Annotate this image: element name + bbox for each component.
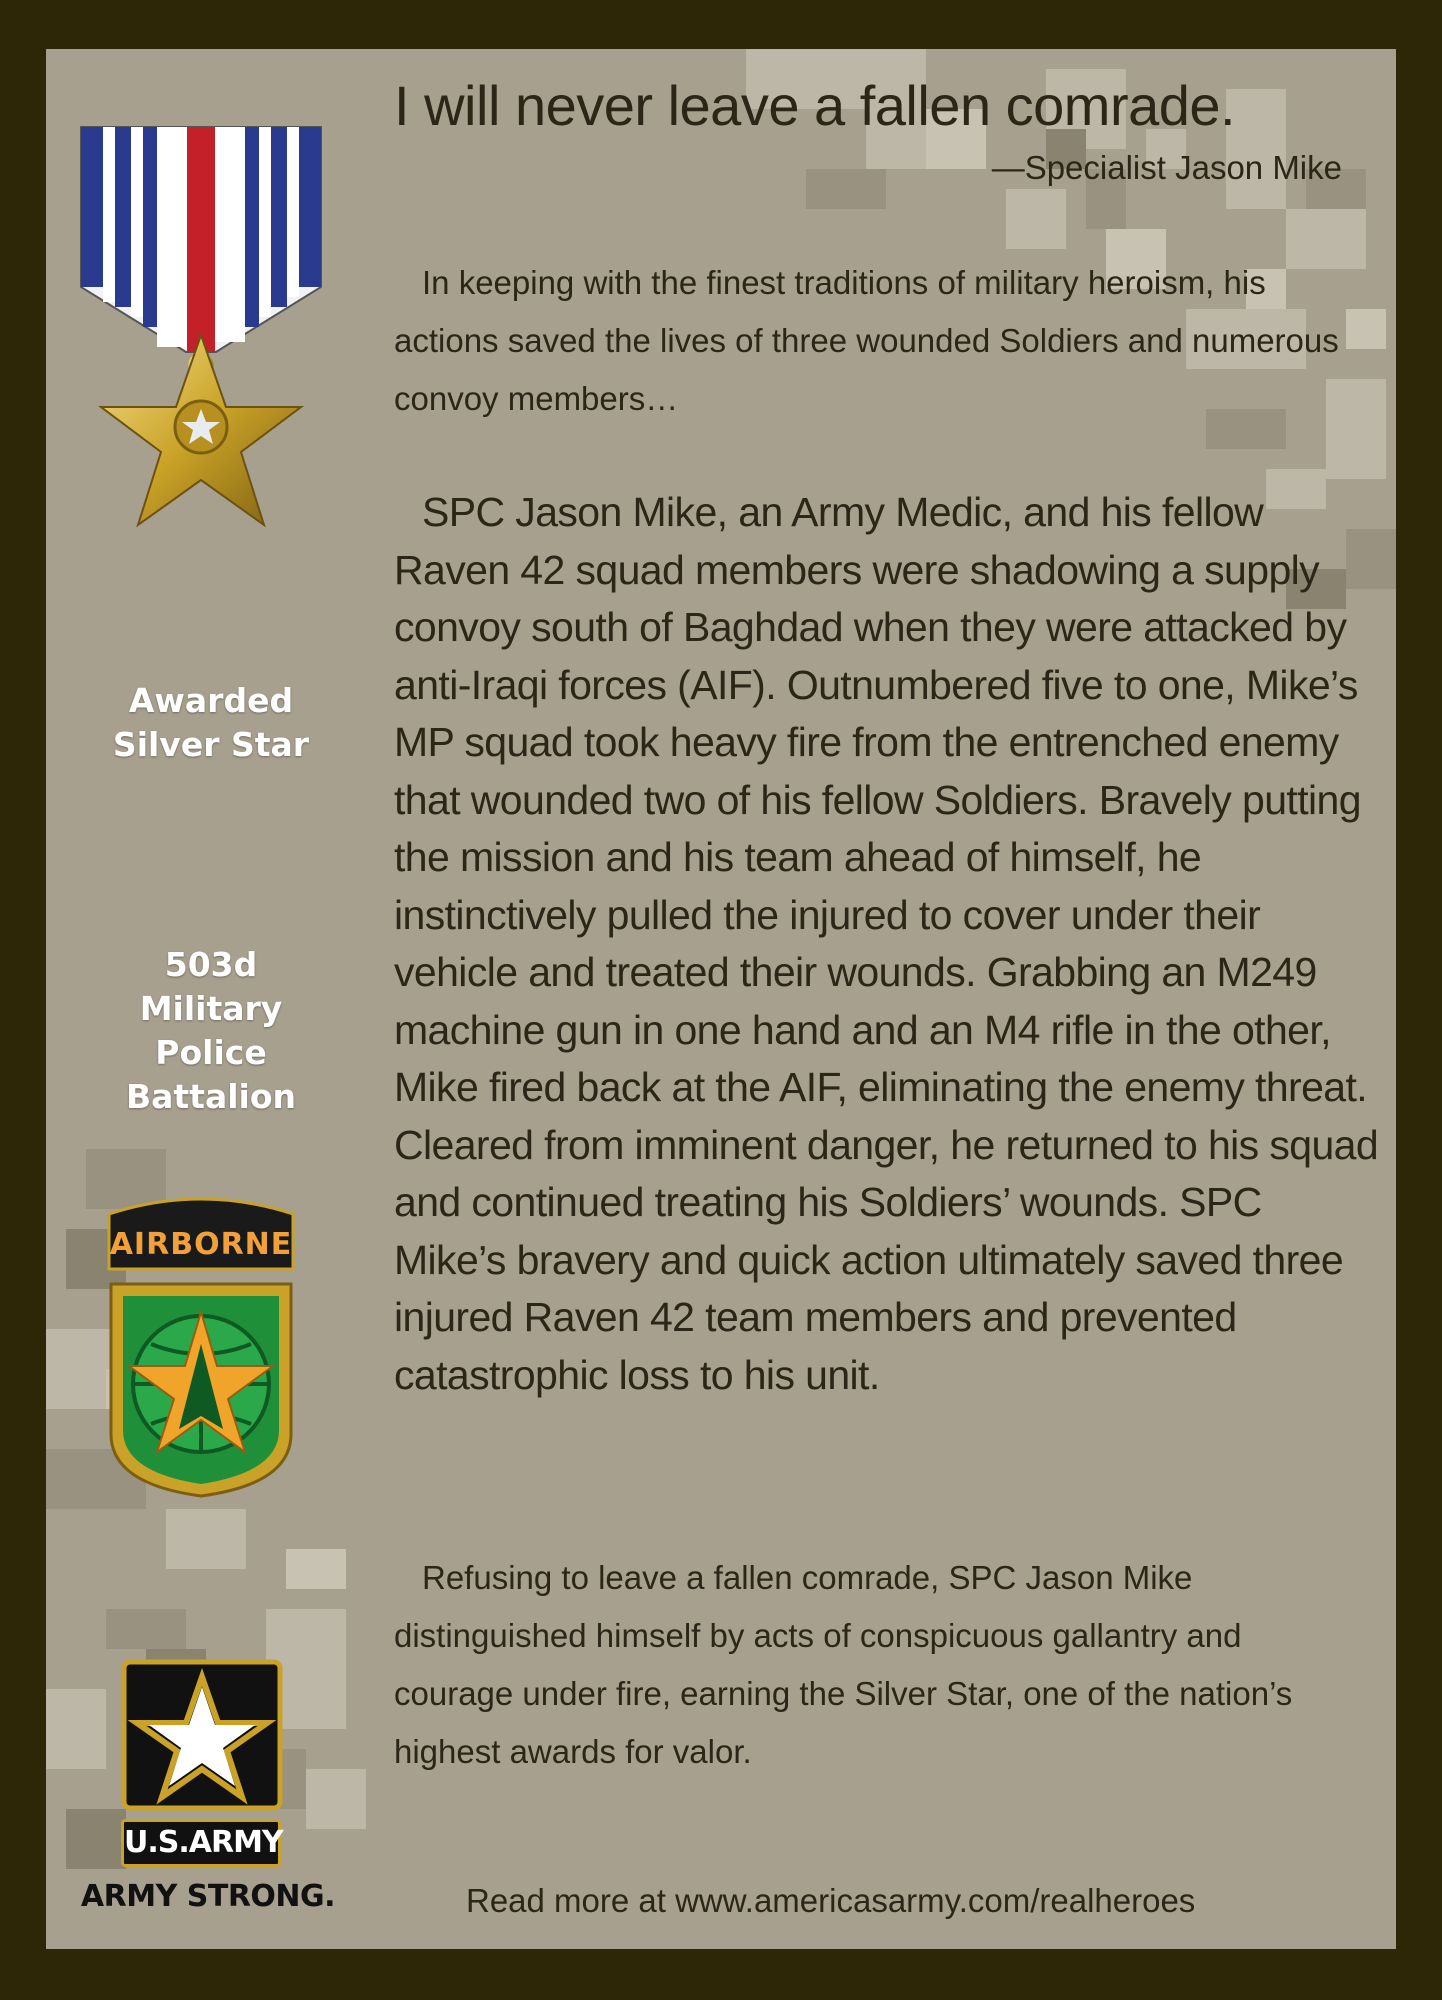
quote-attribution: —Specialist Jason Mike: [991, 149, 1342, 186]
intro-paragraph: In keeping with the finest traditions of military heroism, his actions saved the lives of three wounded Soldiers and numerous convoy members…: [394, 264, 1339, 417]
unit-line-1: 503d: [164, 945, 258, 984]
unit-line-2: Military: [139, 989, 283, 1028]
headline-quote: I will never leave a fallen comrade.: [394, 74, 1236, 137]
award-line-1: Awarded: [128, 681, 294, 720]
silver-star-medal-icon: [76, 117, 326, 537]
closing-paragraph: Refusing to leave a fallen comrade, SPC Jason Mike distinguished himself by acts of conspicuous gallantry and courage under fire, earning the Silver Star, one of the nation’s highest awards for valor.: [394, 1559, 1293, 1770]
award-caption: [46, 679, 376, 767]
hero-card: [46, 49, 1396, 1949]
award-line-2: Silver Star: [112, 725, 310, 764]
unit-caption: [46, 943, 376, 1119]
airborne-tab-text: AIRBORNE: [109, 1227, 293, 1262]
unit-line-4: Battalion: [125, 1077, 297, 1116]
army-star-logo-icon: [121, 1659, 283, 1811]
sidebar: [46, 49, 376, 1949]
read-more-link[interactable]: Read more at www.americasarmy.com/realheroes: [466, 1882, 1196, 1919]
us-army-plate: U.S.ARMY: [121, 1819, 281, 1867]
unit-line-3: Police: [155, 1033, 267, 1072]
airborne-unit-patch-icon: [101, 1194, 301, 1504]
story-paragraph: SPC Jason Mike, an Army Medic, and his fellow Raven 42 squad members were shadowing a supply convoy south of Baghdad when they were attacked by anti-Iraqi forces (AIF). Outnumbered five to one, Mike’s MP squad took heavy fire from the entrenched enemy that wounded two of his fellow Soldiers. Bravely putting the mission and his team ahead of himself, he instinctively pulled the injured to cover under their vehicle and treated their wounds. Grabbing an M249 machine gun in one hand and an M4 rifle in the other, Mike fired back at the AIF, eliminating the enemy threat. Cleared from imminent danger, he returned to his squad and continued treating his Soldiers’ wounds. SPC Mike’s bravery and quick action ultimately saved three injured Raven 42 team members and prevented catastrophic loss to his unit.: [394, 489, 1379, 1398]
army-strong-tagline: ARMY STRONG.: [80, 1879, 336, 1914]
